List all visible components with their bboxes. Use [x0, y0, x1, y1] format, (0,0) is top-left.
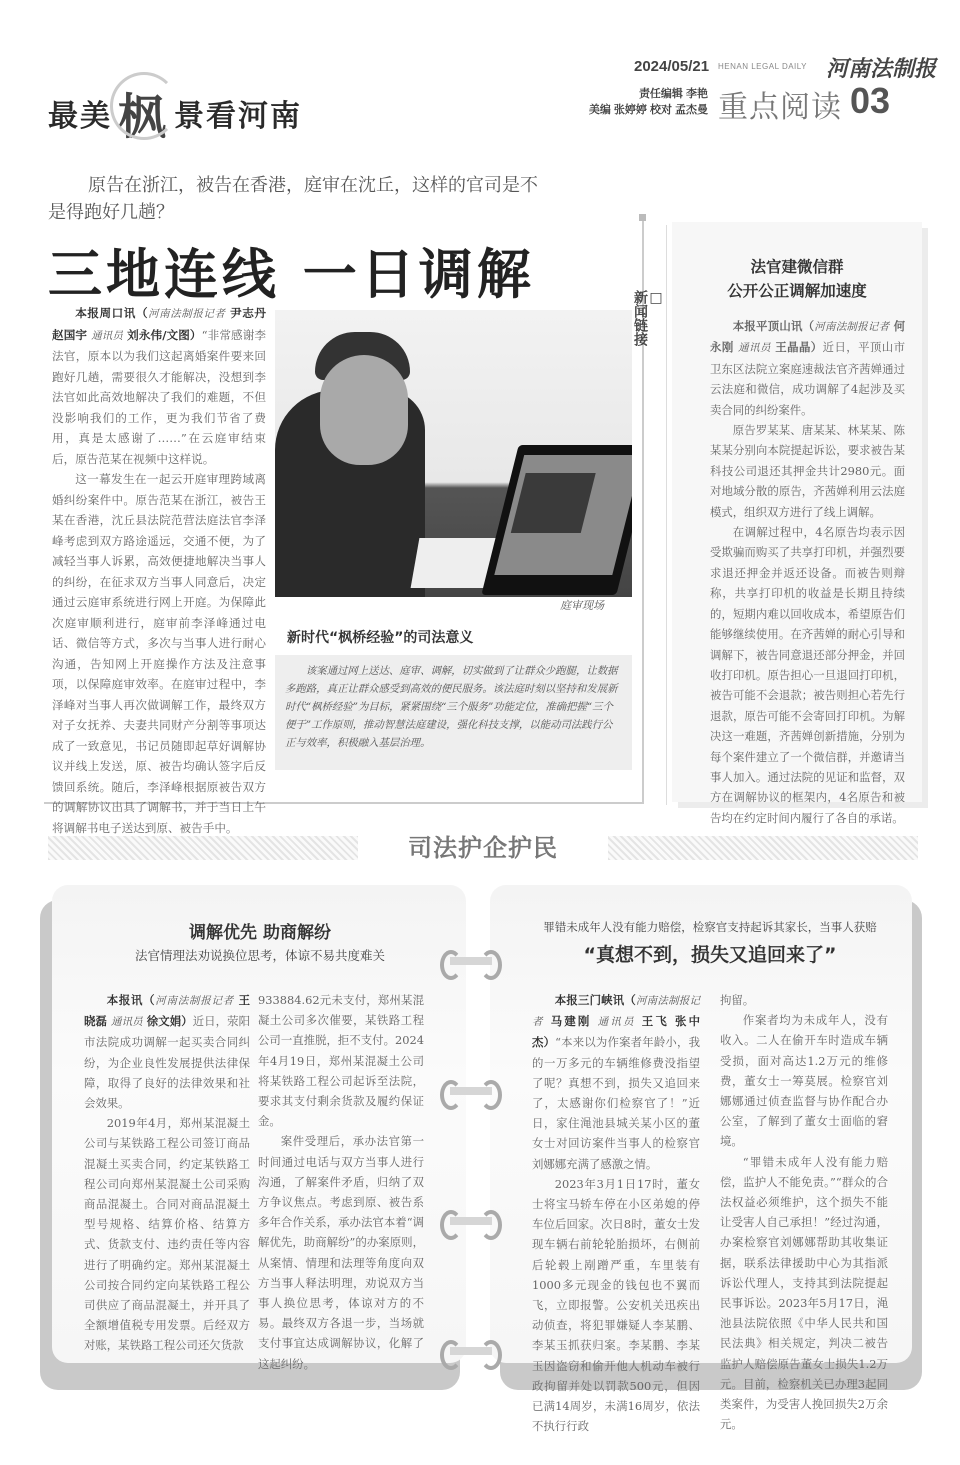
left-card-col2 — [258, 990, 424, 1374]
byline-names: 王晓磊 — [84, 993, 251, 1029]
sidebar-paragraph: 在调解过程中，4名原告均表示因受欺骗而购买了共享打印机，并强烈要求退还押金并返还设备。而被告则辩称，共享打印机的收益是长期且持续的，短期内难以回收成本，希望原告们能够继续使用。在齐茜婵的耐心引导和调解下，被告同意退还部分押金，并回收打印机。原告担心一旦退回打印机，被告可能不会退款；被告则担心若先行退款，原告可能不会寄回打印机。为解决这一难题，齐茜婵创新措施，分别为每个案件建立了一个微信群，并邀请当事人加入。通过法院的见证和监督，双方在调解协议的框架内，4名原告和被告均在约定时间内履行了各自的承诺。 — [710, 525, 905, 825]
byline-names: 徐文娟） — [142, 1014, 193, 1029]
right-card-col2 — [720, 990, 888, 1434]
article-subhead: 新时代“枫桥经验”的司法意义 — [287, 630, 474, 646]
sidebar-title — [672, 255, 922, 303]
sidebar-paragraph: 近日，平顶山市卫东区法院立案庭速裁法官齐茜婵通过云法庭和微信，成功调解了4起涉及买卖合同的纠纷案件。 — [710, 340, 906, 417]
paper-logo: 河南法制报 — [826, 56, 937, 82]
sidebar-body — [710, 316, 905, 828]
sidebar-title-line: 公开公正调解加速度 — [727, 282, 867, 300]
byline-lead: 本报周口讯（ — [75, 306, 149, 320]
byline-names: 何永刚 — [710, 319, 906, 355]
article-paragraph: “非常感谢李法官，原本以为我们这起离婚案件要来回跑好几趟，需要很久才能解决，没想到李法官如此高效地解决了我们的难题，不但没影响我们的工作，更为我们节省了费用，真是太感谢了……”在云庭审结束后，原告范某在视频中这样说。 — [52, 327, 266, 466]
byline-names: 刘永伟/文图） — [123, 327, 202, 342]
sidebar-title-line: 法官建微信群 — [750, 258, 844, 276]
left-card-col1 — [84, 990, 250, 1356]
card-paragraph: 2019年4月，郑州某混凝土公司与某铁路工程公司签订商品混凝土买卖合同，约定某铁路工程公司向郑州某混凝土公司采购商品混凝土。合同对商品混凝土型号规格、结算价格、结算方式、货款支付、违约责任等内容进行了明确约定。郑州某混凝土公司按合同约定向某铁路工程公司供应了商品混凝土，并开具了全额增值税专用发票。后经双方对账，某铁路工程公司还欠货款 — [84, 1116, 250, 1353]
monitor-screen — [494, 455, 632, 575]
column-title-post: 景看河南 — [174, 98, 303, 134]
byline-role: 通讯员 — [738, 342, 771, 355]
article-paragraph: 这一幕发生在一起云开庭审理跨域离婚纠纷案件中。原告范某在浙江，被告王某在香港，沈丘县法院范营法庭法官李泽峰考虑到双方路途遥远，交通不便，为了减轻当事人诉累，高效便捷地解决当事人的纠纷，在征求双方当事人同意后，决定通过云庭审系统进行网上开庭。为保障此次庭审顺利进行，庭审前李泽峰通过电话、微信等方式，多次与当事人进行耐心沟通，告知网上开庭操作方法及注意事项，以保障庭审效率。在庭审过程中，李泽峰对当事人再次做调解工作，最终双方对子女抚养、夫妻共同财产分割等事项达成了一致意见，书记员随即起草好调解协议并线上发送，原、被告均确认签字后反馈回系统。随后，李泽峰根据原被告双方的调解协议出具了调解书，并于当日上午将调解书电子送达到原、被告手中。 — [52, 472, 266, 835]
courtroom-photo — [275, 310, 632, 597]
byline-role: 河南法制报记者 — [814, 321, 890, 333]
byline-lead: 本报平顶山讯（ — [732, 319, 815, 333]
video-monitor — [481, 445, 632, 595]
right-card-col1 — [532, 990, 700, 1436]
paper-name-en: HENAN LEGAL DAILY — [718, 62, 807, 71]
byline-names: 尹志丹 赵国宇 — [52, 306, 266, 342]
card-paragraph: “本来以为作案者年龄小，我的一万多元的车辆维修费没指望了呢？真想不到，损失又追回来了，太感谢你们检察官了！”近日，家住渑池县城关某小区的董女士对回访案件当事人的检察官刘娜娜充满了感激之情。 — [532, 1035, 700, 1171]
article-lead: 原告在浙江，被告在香港，庭审在沈丘，这样的官司是不是得跑好几趟？ — [48, 175, 538, 223]
card-paragraph: 933884.62元未支付，郑州某混凝土公司多次催要，某铁路工程公司一直推脱，拒不支付。2024年4月19日，郑州某混凝土公司将某铁路工程公司起诉至法院，要求其支付剩余货款及履约保证金。 — [258, 993, 424, 1129]
binder-ring-icon — [440, 1340, 502, 1362]
sidebar-paragraph: 原告罗某某、唐某某、林某某、陈某某分别向本院提起诉讼，要求被告某科技公司退还其押金共计2980元。面对地域分散的原告，齐茜婵利用云法庭模式，组织双方进行了线上调解。 — [710, 423, 905, 519]
article-headline: 三地连线 一日调解 — [48, 242, 535, 306]
commentary-box — [275, 655, 632, 770]
binder-ring-icon — [440, 1080, 502, 1102]
card-paragraph: 近日，荥阳市法院成功调解一起买卖合同纠纷，为企业良性发展提供法律保障，取得了良好的法律效果和社会效果。 — [84, 1014, 250, 1111]
byline-lead: 本报讯（ — [106, 993, 156, 1007]
column-title-pre: 最美 — [48, 98, 112, 134]
card-paragraph: 案件受理后，承办法官第一时间通过电话与双方当事人进行沟通，了解案件矛盾，归纳了双方争议焦点。考虑到原、被告系多年合作关系，承办法官本着“调解优先，助商解纷”的办案原则，从案情、情理和法理等角度向双方当事人释法明理，劝说双方当事人换位思考，体谅对方的不易。最终双方各退一步，当场就支付事宜达成调解协议，化解了这起纠纷。 — [258, 1134, 424, 1371]
card-paragraph: “罪错未成年人没有能力赔偿，监护人不能免责。”“群众的合法权益必须维护，这个损失不能让受害人自己承担！”经过沟通，办案检察官刘娜娜帮助其收集证据，联系法律援助中心为其指派诉讼代理人，支持其到法院提起民事诉讼。2023年5月17日，渑池县法院依照《中华人民共和国民法典》相关规定，判决二被告监护人赔偿原告董女士损失1.2万元。目前，检察机关已办理3起同类案件，为受害人挽回损失2万余元。 — [720, 1154, 888, 1432]
byline-role: 河南法制报记者 — [155, 995, 234, 1007]
byline-role: 河南法制报记者 — [148, 308, 226, 320]
section-band — [48, 828, 918, 868]
right-card-kicker: 罪错未成年人没有能力赔偿，检察官支持起诉其家长，当事人获赔 — [543, 920, 877, 934]
page-number: 03 — [850, 80, 891, 121]
byline-lead: 本报三门峡讯（ — [554, 993, 636, 1007]
designer-proof-line: 美编 张婷婷 校对 孟杰曼 — [588, 104, 708, 116]
editor-line: 责任编辑 李艳 — [638, 88, 708, 100]
byline-role: 通讯员 — [111, 1016, 143, 1029]
right-card-title: “真想不到，损失又追回来了” — [583, 944, 837, 966]
section-band-title: 司法护企护民 — [408, 834, 558, 862]
byline-names: 马建刚 — [544, 1014, 598, 1029]
card-paragraph: 拘留。 — [720, 993, 755, 1007]
byline-names: 王晶晶） — [770, 340, 823, 355]
judge-head — [320, 355, 408, 465]
issue-date: 2024/05/21 — [634, 58, 710, 75]
news-link-label: □ 新闻链接 — [650, 290, 664, 346]
commentary-text: 该案通过网上送达、庭审、调解，切实做到了让群众少跑腿，让数据多跑路，真正让群众感受到高效的便民服务。该法庭时刻以坚持和发展新时代“枫桥经验”为目标，紧紧围绕“三个服务”功能定位，准确把握“三个便于”工作原则，推动智慧法庭建设，强化科技支撑，以能动司法践行公正与效率，积极融入基层治理。 — [285, 665, 618, 749]
byline-role: 通讯员 — [91, 329, 123, 342]
photo-caption: 庭审现场 — [560, 599, 604, 612]
byline-names: 王飞 张中杰） — [532, 1014, 701, 1050]
card-paragraph: 作案者均为未成年人，没有收入。二人在偷开车时造成车辆受损，面对高达1.2万元的维修费，董女士一筹莫展。检察官刘娜娜通过侦查监督与协作配合办公室，了解到了董女士面临的窘境。 — [720, 1013, 888, 1149]
article-body — [52, 303, 266, 838]
section-name: 重点阅读 — [718, 91, 842, 124]
editor-credits — [560, 86, 708, 118]
byline-role: 通讯员 — [597, 1016, 636, 1029]
byline-role: 河南法制报记者 — [532, 995, 700, 1029]
card-paragraph: 2023年3月1日17时，董女士将宝马轿车停在小区弟媳的停车位后回家。次日8时，董女士发现车辆右前轮轮胎损坏，右侧前后轮毂上剐蹭严重，车里装有1000多元现金的钱包也不翼而飞，立即报警。公安机关迅疾出动侦查，将犯罪嫌疑人李某鹏、李某玉抓获归案。李某鹏、李某玉因盗窃和偷开他人机动车被行政拘留并处以罚款500元，但因已满14周岁，未满16周岁，依法不执行行政 — [532, 1176, 700, 1434]
column-title — [48, 78, 302, 147]
left-card-subtitle: 法官情理法劝说换位思考，体谅不易共度难关 — [134, 948, 385, 963]
binder-ring-icon — [440, 1210, 502, 1232]
left-card-title: 调解优先 助商解纷 — [189, 923, 331, 943]
column-title-maple: 枫 — [118, 78, 168, 147]
